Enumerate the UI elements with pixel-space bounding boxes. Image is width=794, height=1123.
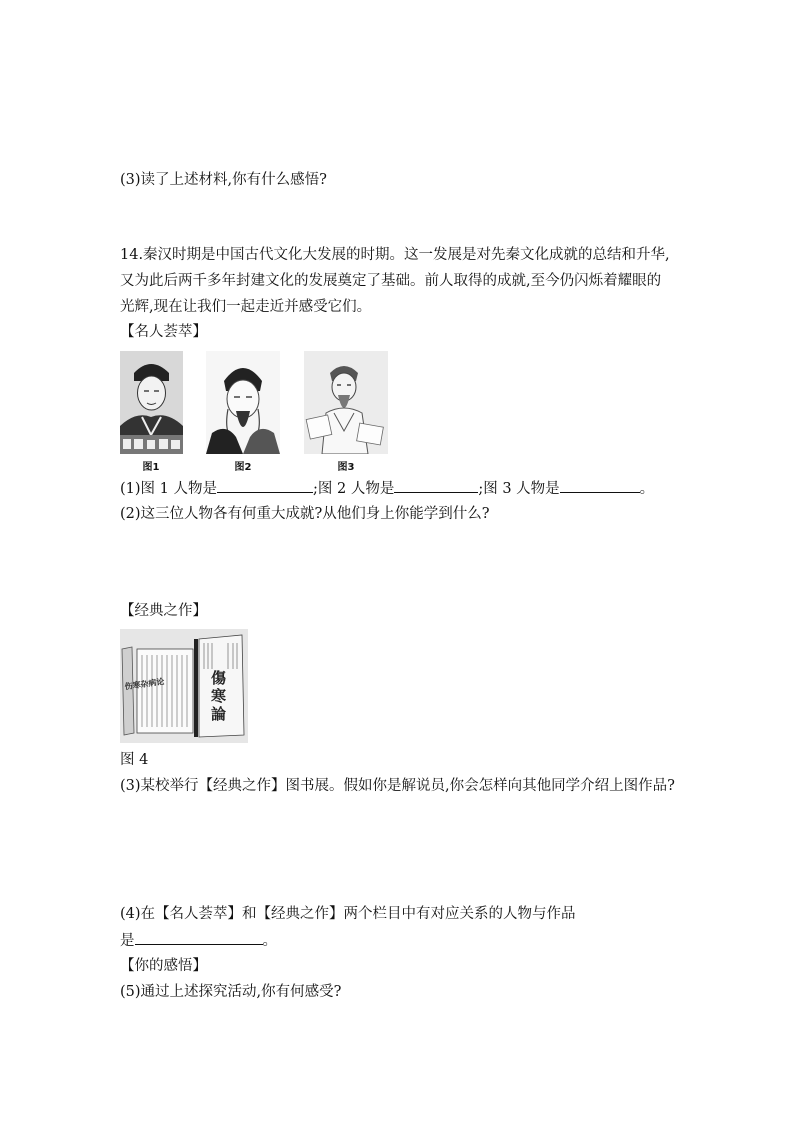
answer-blank-figure-3[interactable] [560,478,640,493]
question-14-5: (5)通过上述探究活动,你有何感受? [120,984,342,1000]
question-14-4-prefix: 是 [120,933,135,949]
figure-3-portrait [304,351,388,454]
question-14-1-part3: ;图 3 人物是 [478,481,560,497]
question-14-4-end: 。 [262,933,277,949]
figure-1-caption: 图1 [142,462,160,473]
figure-4-caption: 图 4 [120,752,149,768]
question-14-1-part2: ;图 2 人物是 [312,481,395,497]
question-14-1-part1: (1)图 1 人物是 [120,481,217,497]
figure-3-caption: 图3 [337,462,355,473]
answer-blank-figure-2[interactable] [394,478,478,493]
section-classic-works: 【经典之作】 [120,603,207,619]
section-your-feelings: 【你的感悟】 [120,958,207,974]
figure-4-book [120,629,248,743]
book-side-text: 伤寒杂病论 [123,675,165,692]
section-famous-people: 【名人荟萃】 [120,324,207,340]
question-14-4-line1: (4)在【名人荟萃】和【经典之作】两个栏目中有对应关系的人物与作品 [120,906,576,922]
answer-blank-person-work[interactable] [135,930,263,945]
book-cover-title: 傷寒論 [211,669,227,723]
question-14-4-line2 [120,930,277,951]
answer-blank-figure-1[interactable] [217,478,313,493]
question-14-1-end: 。 [639,481,655,497]
question-14-1 [120,478,654,499]
figure-1-portrait [120,351,183,454]
question-14-3: (3)某校举行【经典之作】图书展。假如你是解说员,你会怎样向其他同学介绍上图作品? [120,778,675,794]
question-14-2: (2)这三位人物各有何重大成就?从他们身上你能学到什么? [120,506,490,522]
question-14-intro: 14.秦汉时期是中国古代文化大发展的时期。这一发展是对先秦文化成就的总结和升华,又为此后两千多年封建文化的发展奠定了基础。前人取得的成就,至今仍闪烁着耀眼的光辉,现在让我们一起走近并感受它们。 [120,247,670,315]
figure-2-portrait [206,351,280,454]
figure-2-caption: 图2 [234,462,252,473]
question-13-3: (3)读了上述材料,你有什么感悟? [120,172,327,188]
